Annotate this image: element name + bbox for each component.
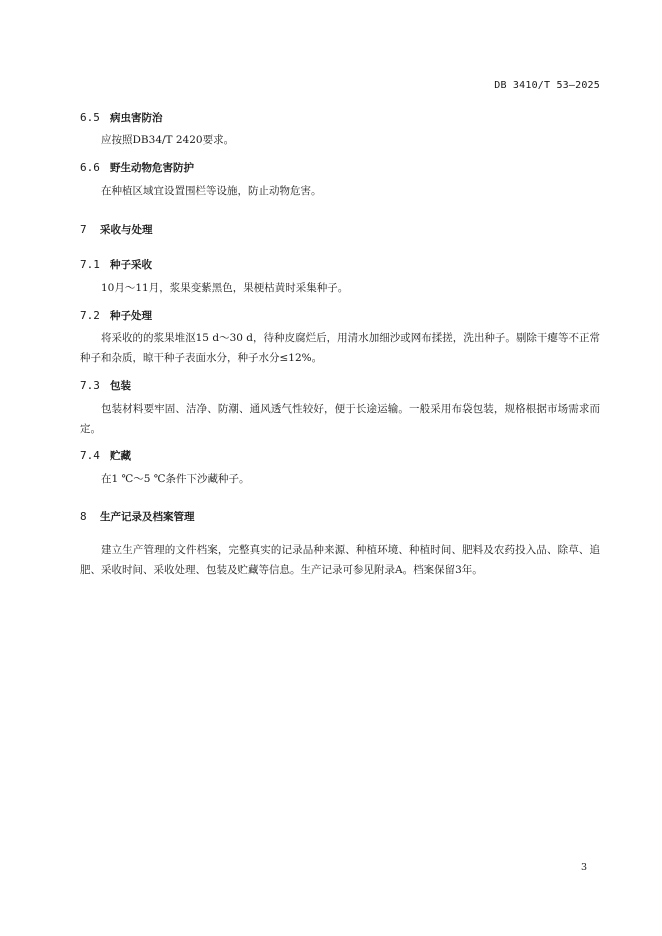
section-title: 种子处理 [110, 310, 152, 322]
section-heading-6-6 [80, 160, 194, 175]
chapter-heading-8 [80, 509, 195, 524]
section-heading-7-4 [80, 448, 131, 463]
section-paragraph: 应按照DB34/T 2420要求。 [101, 134, 235, 146]
chapter-heading-7 [80, 222, 153, 237]
section-number: 8 [80, 510, 87, 523]
section-number: 6.5 [80, 111, 100, 124]
section-number: 7.2 [80, 309, 100, 322]
section-paragraph: 建立生产管理的文件档案，完整真实的记录品种来源、种植环境、种植时间、肥料及农药投入品、除草、追肥、采收时间、采收处理、包装及贮藏等信息。生产记录可参见附录A。档案保留3年。 [80, 544, 600, 576]
section-number: 7 [80, 223, 87, 236]
section-paragraph: 在1 ℃～5 ℃条件下沙藏种子。 [101, 473, 250, 485]
section-number: 7.3 [80, 379, 100, 392]
section-number: 7.1 [80, 258, 100, 271]
section-heading-7-3 [80, 378, 131, 393]
section-paragraph: 将采收的的浆果堆沤15 d～30 d，待种皮腐烂后，用清水加细沙或网布揉搓，洗出种子。剔除干瘪等不正常种子和杂质，晾干种子表面水分，种子水分≤12%。 [80, 332, 600, 364]
section-heading-7-1 [80, 257, 152, 272]
section-title: 野生动物危害防护 [110, 162, 194, 174]
page-number: 3 [580, 862, 587, 873]
section-paragraph: 10月～11月，浆果变紫黑色，果梗枯黄时采集种子。 [101, 282, 349, 294]
section-number: 6.6 [80, 161, 100, 174]
section-title: 贮藏 [110, 450, 131, 462]
section-heading-7-2 [80, 308, 152, 323]
section-heading-6-5 [80, 110, 163, 125]
section-title: 采收与处理 [100, 224, 153, 236]
section-number: 7.4 [80, 449, 100, 462]
section-title: 包装 [110, 380, 131, 392]
section-title: 生产记录及档案管理 [100, 511, 195, 523]
section-title: 病虫害防治 [110, 112, 163, 124]
section-paragraph: 在种植区域宜设置围栏等设施，防止动物危害。 [101, 185, 322, 197]
document-id: DB 3410/T 53—2025 [494, 80, 600, 91]
section-paragraph: 包装材料要牢固、洁净、防潮、通风透气性较好，便于长途运输。一般采用布袋包装，规格根据市场需求而定。 [80, 403, 600, 435]
section-title: 种子采收 [110, 259, 152, 271]
